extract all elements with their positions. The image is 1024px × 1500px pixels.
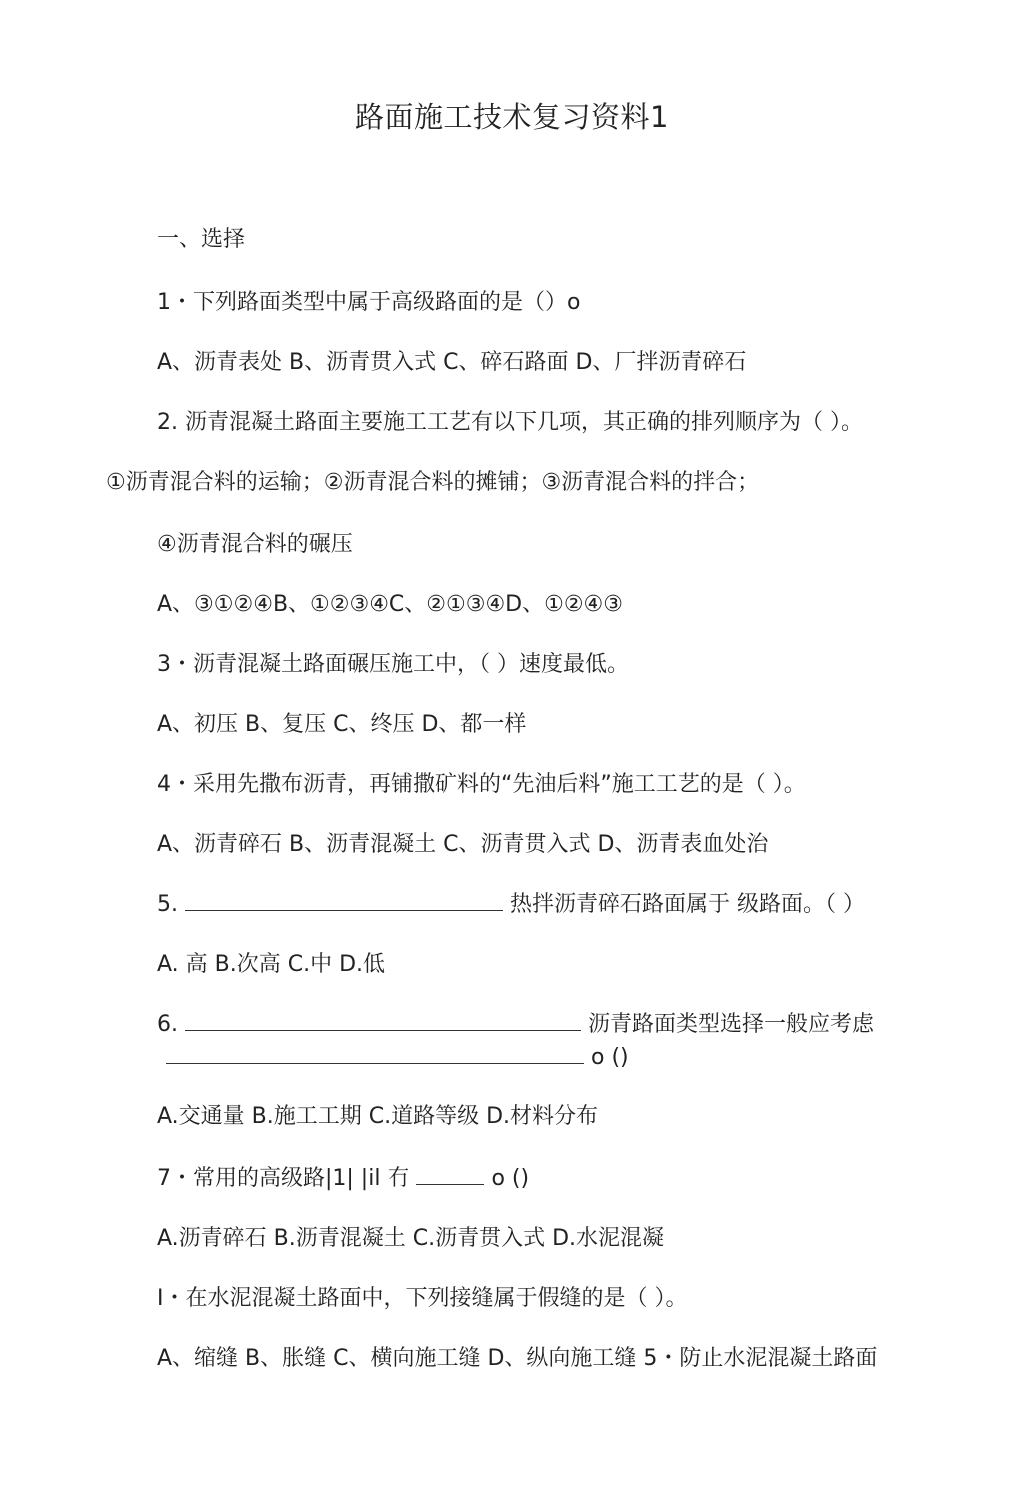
question-8-options: A、缩缝 B、胀缝 C、横向施工缝 D、纵向施工缝 5・防止水泥混凝土路面 bbox=[157, 1346, 878, 1371]
question-7-text: 7・常用的高级路|1| |il 冇 bbox=[157, 1166, 410, 1191]
question-7-end: o () bbox=[491, 1166, 530, 1191]
question-6-end: o () bbox=[591, 1045, 629, 1070]
question-1-options: A、沥青表处 B、沥青贯入式 C、碎石路面 D、厂拌沥青碎石 bbox=[157, 350, 747, 375]
question-6-options: A.交通量 B.施工工期 C.道路等级 D.材料分布 bbox=[157, 1104, 599, 1129]
question-2-steps-line-1: ①沥青混合料的运输；②沥青混合料的摊铺；③沥青混合料的拌合； bbox=[106, 470, 760, 495]
question-8: I・在水泥混凝土路面中，下列接缝属于假缝的是（ ）。 bbox=[157, 1286, 688, 1311]
question-2: 2. 沥青混凝土路面主要施工工艺有以下几项，其正确的排列顺序为（ ）。 bbox=[157, 410, 863, 435]
question-7-options: A.沥青碎石 B.沥青混凝土 C.沥青贯入式 D.水泥混凝 bbox=[157, 1226, 665, 1251]
question-7 bbox=[157, 1164, 529, 1194]
question-3: 3・沥青混凝土路面碾压施工中，（ ）速度最低。 bbox=[157, 652, 629, 677]
question-6-blank-1 bbox=[185, 1010, 581, 1031]
question-6-number: 6. bbox=[157, 1012, 178, 1037]
question-5-text: 热拌沥青碎石路面属于 级路面。（ ） bbox=[510, 892, 865, 917]
question-7-blank bbox=[416, 1164, 484, 1185]
question-2-options: A、③①②④B、①②③④C、②①③④D、①②④③ bbox=[157, 592, 624, 617]
question-6-blank-2 bbox=[166, 1043, 584, 1064]
question-3-options: A、初压 B、复压 C、终压 D、都一样 bbox=[157, 712, 527, 737]
question-4: 4・采用先撒布沥青，再铺撒矿料的“先油后料”施工工艺的是（ ）。 bbox=[157, 772, 806, 797]
question-6-text: 沥青路面类型选择一般应考虑 bbox=[588, 1012, 875, 1037]
document-title: 路面施工技术复习资料1 bbox=[355, 100, 669, 134]
question-6 bbox=[157, 1010, 874, 1040]
section-heading: 一、选择 bbox=[157, 227, 246, 252]
question-6-continuation bbox=[166, 1043, 629, 1073]
question-1: 1・下列路面类型中属于高级路面的是（）o bbox=[157, 290, 581, 315]
question-5 bbox=[157, 890, 865, 920]
question-2-steps-line-2: ④沥青混合料的碾压 bbox=[157, 532, 353, 557]
question-5-number: 5. bbox=[157, 892, 178, 917]
question-5-blank bbox=[185, 890, 503, 911]
question-4-options: A、沥青碎石 B、沥青混凝土 C、沥青贯入式 D、沥青表血处治 bbox=[157, 832, 769, 857]
question-5-options: A. 高 B.次高 C.中 D.低 bbox=[157, 952, 386, 977]
